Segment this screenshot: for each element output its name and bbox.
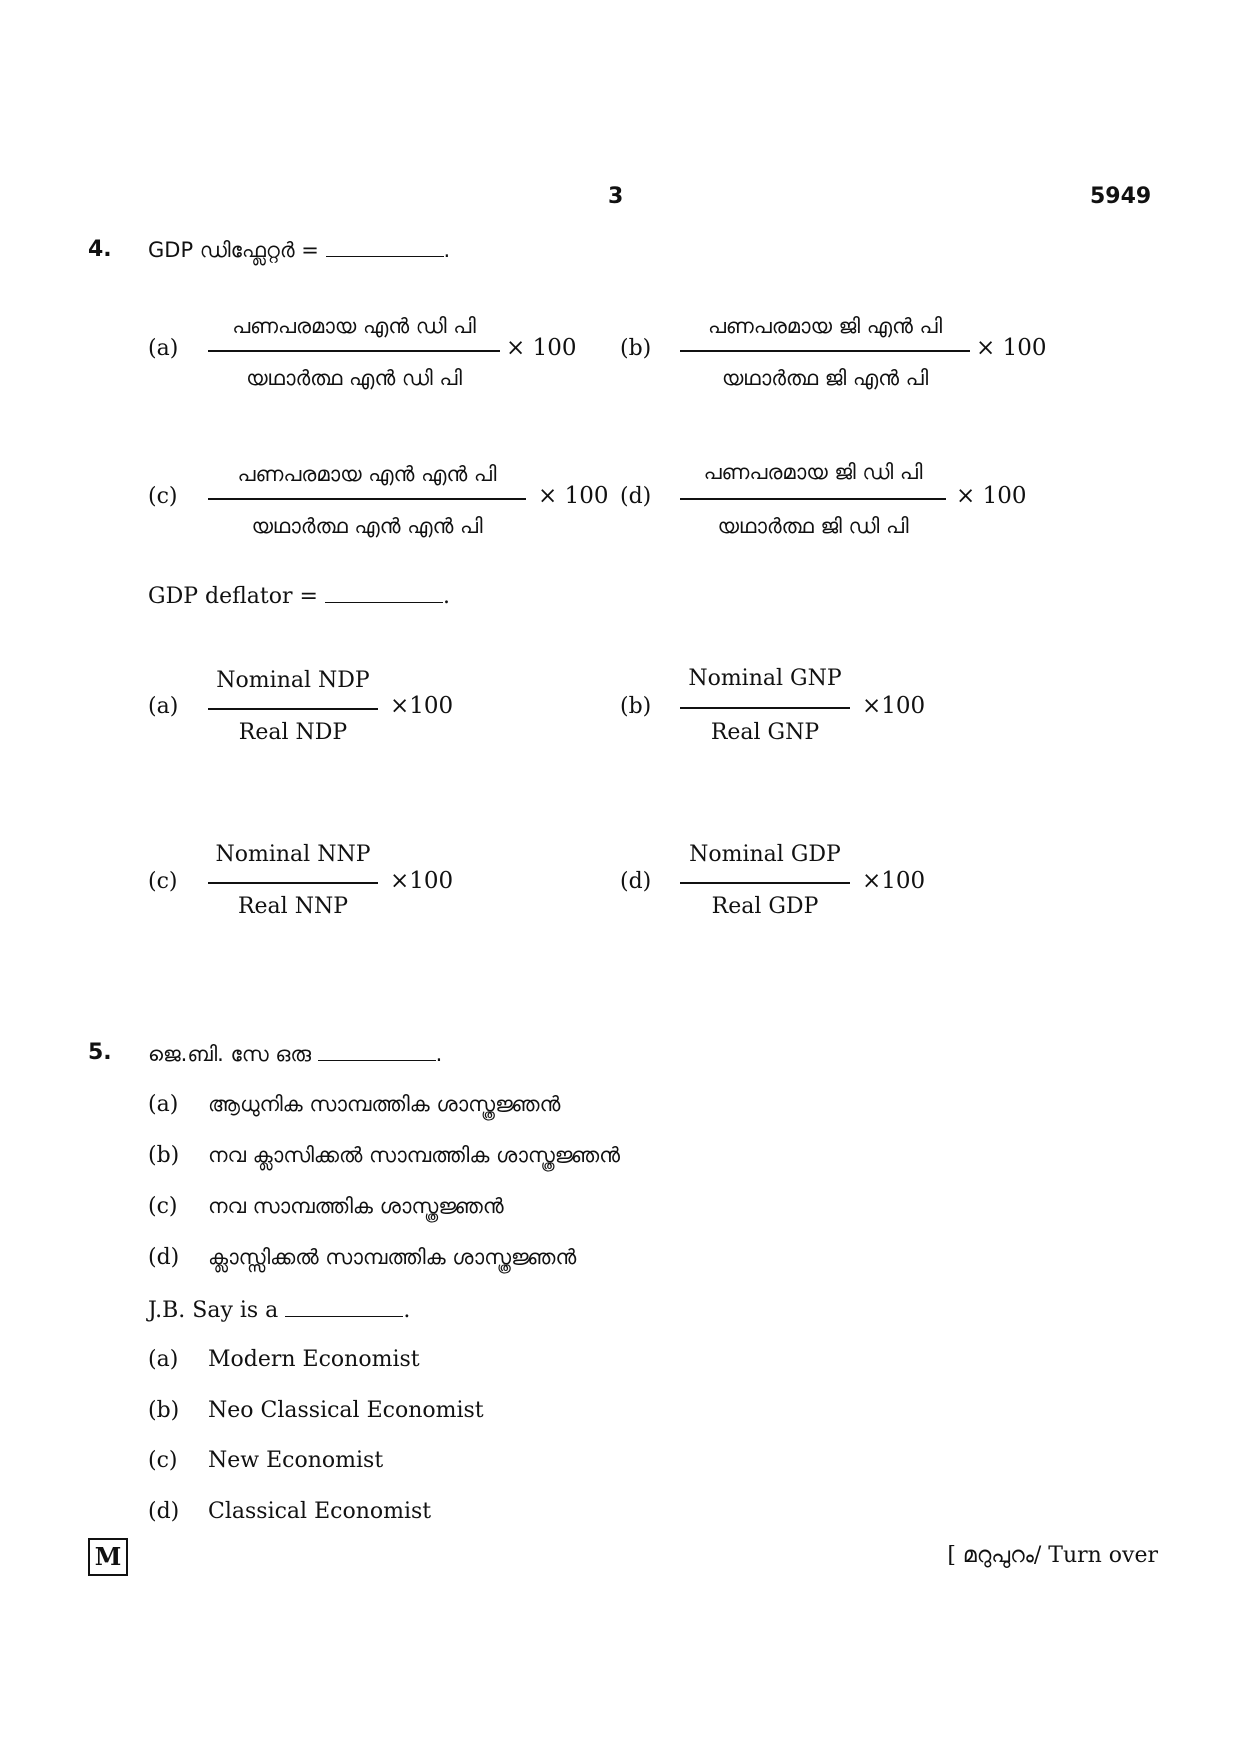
- option-label: (b): [148, 1143, 180, 1168]
- stem-text: ജെ.ബി. സേ ഒരു: [148, 1042, 311, 1066]
- fraction-option-b-en: [680, 666, 850, 750]
- numerator: പണപരമായ എൻ എൻ പി: [237, 462, 497, 486]
- denominator: Real NDP: [238, 720, 348, 745]
- denominator: Real GDP: [711, 894, 819, 919]
- question-number: 5.: [88, 1040, 112, 1065]
- numerator: Nominal NDP: [216, 668, 370, 693]
- option-text: Classical Economist: [208, 1499, 432, 1524]
- multiplier: × 100: [976, 335, 1047, 361]
- denominator: യഥാർത്ഥ ജി എൻ പി: [721, 366, 929, 390]
- option-text: നവ ക്ലാസിക്കൽ സാമ്പത്തിക ശാസ്ത്രജ്ഞൻ: [208, 1143, 621, 1167]
- fraction-bar: [208, 882, 378, 884]
- option-label: (a): [148, 1092, 179, 1117]
- stem-text: J.B. Say is a: [148, 1298, 279, 1323]
- numerator: Nominal GDP: [689, 842, 841, 867]
- multiplier: × 100: [956, 483, 1027, 509]
- option-label: (b): [148, 1398, 180, 1423]
- fraction-bar: [208, 350, 500, 352]
- fraction-bar: [680, 707, 850, 709]
- denominator: യഥാർത്ഥ ജി ഡി പി: [717, 514, 909, 538]
- numerator: പണപരമായ ജി എൻ പി: [707, 314, 943, 338]
- stem-text: GDP ഡിഫ്ലേറ്റർ =: [148, 238, 319, 262]
- option-text: ആധുനിക സാമ്പത്തിക ശാസ്ത്രജ്ഞൻ: [208, 1092, 561, 1116]
- multiplier: ×100: [862, 868, 926, 894]
- fraction-bar: [208, 498, 526, 500]
- option-label: (c): [148, 1448, 178, 1473]
- denominator: യഥാർത്ഥ എൻ എൻ പി: [251, 514, 483, 538]
- option-label: (b): [620, 336, 652, 361]
- fraction-bar: [680, 350, 970, 352]
- option-label: (a): [148, 336, 179, 361]
- option-label: (c): [148, 484, 178, 509]
- denominator: യഥാർത്ഥ എൻ ഡി പി: [246, 366, 462, 390]
- question-stem-malayalam: ജെ.ബി. സേ ഒരു .: [148, 1042, 443, 1066]
- option-label: (a): [148, 694, 179, 719]
- fraction-option-c-en: [208, 842, 378, 926]
- multiplier: ×100: [862, 693, 926, 719]
- fraction-bar: [680, 882, 850, 884]
- option-label: (d): [148, 1499, 180, 1524]
- turn-over-note: [ മറുപുറം/ Turn over: [947, 1543, 1158, 1568]
- option-text: New Economist: [208, 1448, 384, 1473]
- medium-mark-box: M: [88, 1538, 128, 1576]
- fraction-bar: [208, 708, 378, 710]
- stem-text: GDP deflator =: [148, 584, 318, 609]
- fraction-bar: [680, 498, 946, 500]
- question-stem-malayalam: GDP ഡിഫ്ലേറ്റർ = .: [148, 238, 451, 262]
- question-number: 4.: [88, 237, 112, 262]
- option-text: Neo Classical Economist: [208, 1398, 484, 1423]
- multiplier: ×100: [390, 693, 454, 719]
- answer-blank: [318, 1040, 436, 1061]
- numerator: പണപരമായ ജി ഡി പി: [703, 460, 923, 484]
- multiplier: ×100: [390, 868, 454, 894]
- option-text: നവ സാമ്പത്തിക ശാസ്ത്രജ്ഞൻ: [208, 1194, 504, 1218]
- multiplier: × 100: [538, 483, 609, 509]
- fraction-option-d-ml: [680, 460, 946, 544]
- option-label: (d): [620, 484, 652, 509]
- option-label: (d): [148, 1245, 180, 1270]
- answer-blank: [326, 236, 444, 257]
- answer-blank: [325, 582, 443, 603]
- page-number: 3: [608, 184, 624, 209]
- fraction-option-c-ml: [208, 462, 526, 546]
- option-label: (b): [620, 694, 652, 719]
- numerator: Nominal GNP: [688, 666, 842, 691]
- option-text: ക്ലാസ്സിക്കൽ സാമ്പത്തിക ശാസ്ത്രജ്ഞൻ: [208, 1245, 577, 1269]
- answer-blank: [285, 1296, 403, 1317]
- fraction-option-a-en: [208, 668, 378, 752]
- option-label: (c): [148, 1194, 178, 1219]
- option-label: (d): [620, 869, 652, 894]
- multiplier: × 100: [506, 335, 577, 361]
- fraction-option-d-en: [680, 842, 850, 926]
- fraction-option-a-ml: [208, 314, 500, 398]
- option-text: Modern Economist: [208, 1347, 420, 1372]
- option-label: (c): [148, 869, 178, 894]
- numerator: പണപരമായ എൻ ഡി പി: [232, 314, 476, 338]
- fraction-option-b-ml: [680, 314, 970, 398]
- question-stem-english: J.B. Say is a .: [148, 1298, 411, 1323]
- option-label: (a): [148, 1347, 179, 1372]
- denominator: Real NNP: [237, 894, 349, 919]
- paper-code: 5949: [1090, 184, 1152, 209]
- question-stem-english: GDP deflator = .: [148, 584, 450, 609]
- denominator: Real GNP: [710, 720, 820, 745]
- numerator: Nominal NNP: [215, 842, 371, 867]
